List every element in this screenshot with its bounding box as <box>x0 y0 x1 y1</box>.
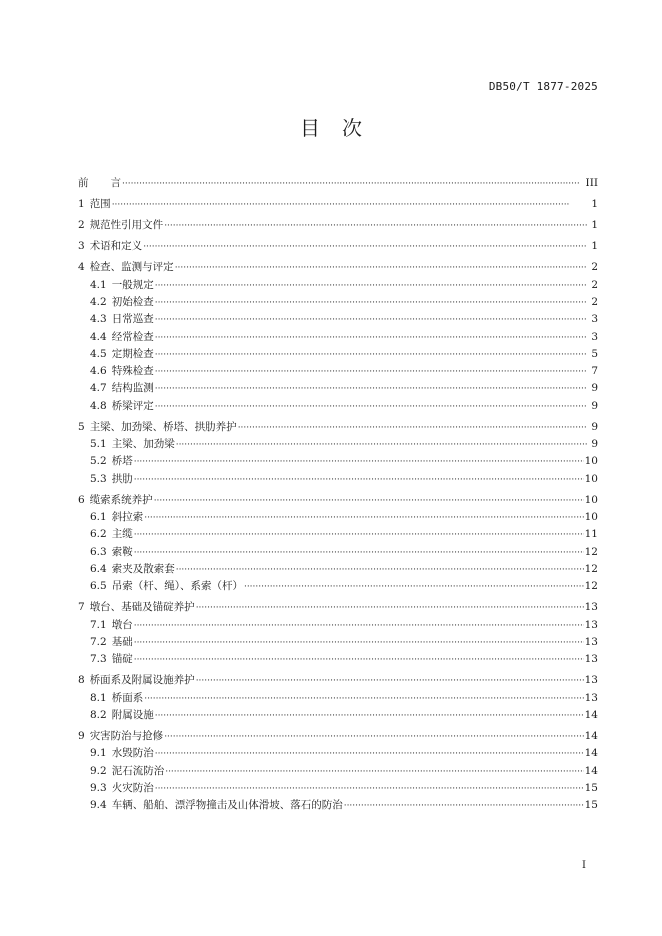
toc-entry-number: 9.4 <box>90 799 107 812</box>
dot-leader <box>122 177 585 191</box>
toc-entry-number: 9.2 <box>90 764 107 777</box>
dot-leader <box>134 546 584 560</box>
toc-entry-label <box>90 579 243 593</box>
toc-entry-label <box>90 278 154 292</box>
dot-leader <box>155 747 584 761</box>
toc-entry-number: 6.1 <box>90 511 107 524</box>
toc-entry-label <box>90 545 133 559</box>
toc-entry-title: 经常检查 <box>111 330 154 343</box>
toc-entry-number: 4.7 <box>90 382 107 395</box>
dot-leader <box>155 709 584 723</box>
toc-entry[interactable] <box>78 278 598 295</box>
toc-entry[interactable] <box>78 545 598 562</box>
toc-entry-title: 拱肋 <box>111 472 133 485</box>
toc-entry-page: 13 <box>584 653 598 666</box>
toc-entry-page: 15 <box>584 799 598 812</box>
dot-leader <box>165 765 583 779</box>
toc-entry-title: 言 <box>110 177 121 189</box>
toc-entry-label <box>90 781 154 795</box>
toc-entry-number: 6.2 <box>90 528 107 541</box>
dot-leader <box>155 348 587 362</box>
toc-entry-page: 10 <box>584 493 598 506</box>
standard-number: DB50/T 1877-2025 <box>488 80 598 93</box>
dot-leader <box>155 365 587 379</box>
toc-entry-label <box>90 652 133 666</box>
toc-entry-page: 1 <box>591 198 598 211</box>
toc-entry-label <box>78 176 121 190</box>
toc-entry-title: 索鞍 <box>111 545 133 558</box>
dot-leader <box>112 198 587 212</box>
dot-leader <box>196 601 584 615</box>
toc-entry[interactable] <box>78 330 598 347</box>
toc-entry-page: 13 <box>584 618 598 631</box>
toc-entry-label <box>78 197 111 211</box>
toc-entry-title: 术语和定义 <box>89 240 143 253</box>
dot-leader <box>134 473 584 487</box>
toc-entry-page: 13 <box>584 636 598 648</box>
dot-leader <box>344 799 584 813</box>
toc-entry[interactable] <box>78 437 598 454</box>
toc-entry-page: 12 <box>584 563 598 576</box>
toc-entry-number: 4.5 <box>90 347 107 360</box>
toc-entry-page: 14 <box>584 747 598 760</box>
toc-entry-label <box>78 729 163 743</box>
dot-leader <box>134 636 584 650</box>
dot-leader <box>143 240 587 254</box>
dot-leader <box>144 511 583 525</box>
toc-entry-title: 桥塔 <box>111 455 133 468</box>
page-title <box>0 112 662 141</box>
toc-entry[interactable] <box>78 729 598 746</box>
toc-entry-page: 11 <box>584 528 598 541</box>
toc-entry-title: 主梁、加劲梁、桥塔、拱肋养护 <box>89 420 237 433</box>
toc-entry-page: 9 <box>591 382 598 395</box>
table-of-contents <box>78 176 598 816</box>
dot-leader <box>134 528 584 542</box>
toc-entry-page: 2 <box>591 295 598 308</box>
toc-entry[interactable] <box>78 364 598 381</box>
toc-entry[interactable] <box>78 746 598 763</box>
toc-entry-number: 5 <box>78 420 85 433</box>
toc-entry-number: 4.3 <box>90 313 107 326</box>
dot-leader <box>155 782 584 796</box>
toc-entry-page: 15 <box>584 781 598 794</box>
toc-entry-page: 14 <box>584 730 598 743</box>
toc-entry-number: 4.6 <box>90 365 107 378</box>
toc-entry-page: 3 <box>591 313 598 326</box>
toc-entry-page: III <box>585 177 598 189</box>
toc-entry-title: 灾害防治与抢修 <box>89 730 164 743</box>
toc-entry-title: 桥面系及附属设施养护 <box>89 674 195 687</box>
toc-entry-number: 7.1 <box>90 618 107 631</box>
toc-entry-title: 墩台、基础及锚碇养护 <box>89 601 195 614</box>
toc-entry-title: 日常巡查 <box>111 313 154 326</box>
toc-entry-page: 13 <box>584 601 598 614</box>
dot-leader <box>196 674 584 688</box>
toc-entry-number: 5.3 <box>90 472 107 485</box>
toc-entry-label <box>90 399 154 413</box>
toc-entry-label <box>90 330 154 344</box>
toc-entry-page: 2 <box>591 261 598 274</box>
toc-entry-title: 桥面系 <box>111 691 144 704</box>
toc-entry[interactable] <box>78 493 598 510</box>
toc-entry-number: 6.4 <box>90 563 107 576</box>
toc-entry-label <box>90 295 154 309</box>
toc-entry-label <box>90 764 164 778</box>
toc-entry-number: 9.3 <box>90 781 107 794</box>
toc-entry-label <box>90 635 133 649</box>
toc-entry-title: 特殊检查 <box>111 365 154 378</box>
toc-entry-number: 7 <box>78 601 85 614</box>
dot-leader <box>176 563 584 577</box>
toc-entry-title: 附属设施 <box>111 708 154 721</box>
toc-entry-number: 3 <box>78 240 85 253</box>
toc-entry-number: 9.1 <box>90 747 107 760</box>
toc-entry-title: 范围 <box>89 198 111 211</box>
dot-leader <box>134 455 584 469</box>
toc-entry[interactable] <box>78 798 598 815</box>
toc-entry-title: 墩台 <box>111 618 133 631</box>
toc-entry-title: 规范性引用文件 <box>89 219 164 232</box>
dot-leader <box>155 313 587 327</box>
toc-entry-page: 3 <box>591 330 598 343</box>
toc-entry-title: 检查、监测与评定 <box>89 261 174 274</box>
dot-leader <box>164 730 583 744</box>
toc-entry-title: 桥梁评定 <box>111 399 154 412</box>
toc-entry[interactable] <box>78 239 598 256</box>
toc-entry-label <box>78 673 195 687</box>
toc-entry[interactable] <box>78 420 598 437</box>
dot-leader <box>144 692 583 706</box>
toc-entry-page: 10 <box>584 511 598 524</box>
toc-entry-number: 5.1 <box>90 438 107 451</box>
toc-entry-title: 吊索（杆、绳）、系索（杆） <box>111 580 243 593</box>
dot-leader <box>155 296 587 310</box>
dot-leader <box>155 400 587 414</box>
toc-entry-page: 10 <box>584 472 598 485</box>
toc-entry-title: 定期检查 <box>111 347 154 360</box>
toc-entry-title: 车辆、船舶、漂浮物撞击及山体滑坡、落石的防治 <box>111 799 343 812</box>
toc-entry[interactable] <box>78 527 598 544</box>
toc-entry-title: 初始检查 <box>111 295 154 308</box>
toc-entry-label <box>90 510 143 524</box>
dot-leader <box>155 382 587 396</box>
toc-entry-number: 9 <box>78 730 85 743</box>
toc-entry-title: 火灾防治 <box>111 781 154 794</box>
toc-entry[interactable] <box>78 691 598 708</box>
dot-leader <box>176 438 587 452</box>
toc-entry-number: 4 <box>78 261 85 274</box>
dot-leader <box>244 580 584 594</box>
toc-entry-page: 1 <box>591 219 598 232</box>
toc-entry-number: 7.3 <box>90 653 107 666</box>
toc-entry[interactable] <box>78 652 598 669</box>
title-part-1: 目 <box>300 116 320 140</box>
toc-entry-number: 6.5 <box>90 580 107 593</box>
toc-entry[interactable] <box>78 218 598 235</box>
toc-entry-label <box>90 691 143 705</box>
toc-entry-label <box>90 527 133 541</box>
toc-entry-number: 1 <box>78 198 85 211</box>
toc-entry-title: 主梁、加劲梁 <box>111 438 175 451</box>
toc-entry-page: 9 <box>591 438 598 451</box>
toc-entry-page: 2 <box>591 278 598 291</box>
toc-entry[interactable] <box>78 381 598 398</box>
toc-entry-page: 9 <box>591 399 598 412</box>
toc-entry-page: 12 <box>584 545 598 558</box>
dot-leader <box>155 279 587 293</box>
toc-entry-label <box>78 260 174 274</box>
toc-entry-number: 6 <box>78 493 85 506</box>
toc-entry-page: 7 <box>591 365 598 378</box>
toc-entry-number: 6.3 <box>90 545 107 558</box>
toc-entry-number: 5.2 <box>90 455 107 468</box>
dot-leader <box>164 219 587 233</box>
toc-entry-label <box>78 493 153 507</box>
toc-entry-label <box>90 618 133 632</box>
toc-entry-page: 12 <box>584 580 598 593</box>
toc-entry[interactable] <box>78 176 598 193</box>
toc-entry-number: 7.2 <box>90 636 107 648</box>
toc-entry-title: 一般规定 <box>111 278 154 291</box>
toc-entry[interactable] <box>78 347 598 364</box>
toc-entry[interactable] <box>78 635 598 652</box>
dot-leader <box>155 331 587 345</box>
toc-entry[interactable] <box>78 399 598 416</box>
toc-entry[interactable] <box>78 472 598 489</box>
dot-leader <box>154 494 584 508</box>
toc-entry-number: 8.1 <box>90 691 107 704</box>
toc-entry[interactable] <box>78 764 598 781</box>
toc-entry-number: 4.4 <box>90 330 107 343</box>
toc-entry-page: 1 <box>591 240 598 253</box>
toc-entry-label <box>78 218 163 232</box>
toc-entry-label <box>90 746 154 760</box>
toc-entry-label <box>78 420 237 434</box>
toc-entry-label <box>90 798 343 812</box>
toc-entry[interactable] <box>78 197 598 214</box>
dot-leader <box>238 421 587 435</box>
toc-entry-page: 14 <box>584 764 598 777</box>
toc-entry-label <box>90 347 154 361</box>
toc-entry-number: 4.1 <box>90 278 107 291</box>
toc-entry[interactable] <box>78 618 598 635</box>
toc-entry-label <box>90 312 154 326</box>
title-part-2: 次 <box>342 116 362 140</box>
toc-entry-label <box>90 381 154 395</box>
toc-entry-title: 锚碇 <box>111 653 133 666</box>
toc-entry[interactable] <box>78 510 598 527</box>
toc-entry-label <box>90 472 133 486</box>
toc-entry-title: 泥石流防治 <box>111 764 165 777</box>
toc-entry-number: 前 <box>78 177 89 189</box>
toc-entry[interactable] <box>78 600 598 617</box>
toc-entry[interactable] <box>78 295 598 312</box>
toc-entry[interactable] <box>78 708 598 725</box>
dot-leader <box>134 653 584 667</box>
toc-entry-page: 13 <box>584 691 598 704</box>
toc-entry-page: 13 <box>584 674 598 687</box>
toc-entry-page: 5 <box>591 347 598 360</box>
toc-entry-label <box>90 708 154 722</box>
footer-page-number: I <box>582 860 586 871</box>
toc-entry-label <box>78 239 142 253</box>
toc-entry-title: 基础 <box>111 636 133 648</box>
dot-leader <box>134 619 584 633</box>
toc-entry-title: 斜拉索 <box>111 511 144 524</box>
toc-entry[interactable] <box>78 562 598 579</box>
toc-entry[interactable] <box>78 673 598 690</box>
toc-entry-title: 结构监测 <box>111 382 154 395</box>
toc-entry-page: 14 <box>584 708 598 721</box>
toc-entry-title: 缆索系统养护 <box>89 493 153 506</box>
toc-entry-number: 4.8 <box>90 399 107 412</box>
toc-entry-title: 水毁防治 <box>111 747 154 760</box>
toc-entry-page: 9 <box>591 420 598 433</box>
toc-entry-label <box>90 437 175 451</box>
toc-entry[interactable] <box>78 579 598 596</box>
toc-entry-label <box>90 562 175 576</box>
toc-entry-number: 8 <box>78 674 85 687</box>
toc-entry-number: 4.2 <box>90 295 107 308</box>
toc-entry-number: 8.2 <box>90 708 107 721</box>
toc-entry-title: 索夹及散索套 <box>111 563 175 576</box>
toc-entry[interactable] <box>78 260 598 277</box>
toc-entry[interactable] <box>78 781 598 798</box>
toc-entry-label <box>90 454 133 468</box>
toc-entry-title: 主缆 <box>111 528 133 541</box>
toc-entry-number: 2 <box>78 219 85 232</box>
toc-entry[interactable] <box>78 312 598 329</box>
toc-entry[interactable] <box>78 454 598 471</box>
toc-entry-page: 10 <box>584 455 598 468</box>
toc-entry-label <box>78 600 195 614</box>
dot-leader <box>175 261 587 275</box>
toc-entry-label <box>90 364 154 378</box>
